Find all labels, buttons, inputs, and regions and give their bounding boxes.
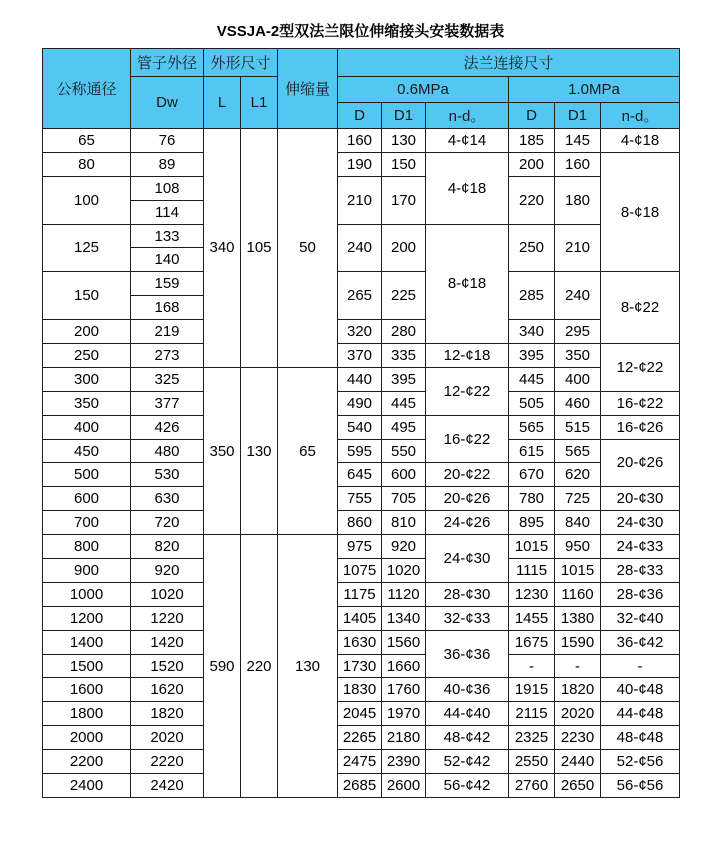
data-cell: 240 [338,224,382,272]
data-cell: 445 [509,367,555,391]
data-cell: 395 [382,367,426,391]
data-cell: 295 [555,320,601,344]
data-cell: 150 [43,272,131,320]
data-cell: 32-¢40 [601,606,680,630]
page-title: VSSJA-2型双法兰限位伸缩接头安装数据表 [216,23,505,40]
data-cell: 130 [241,367,278,534]
data-cell: 24-¢26 [426,511,509,535]
data-cell: 1405 [338,606,382,630]
page [0,24,721,798]
data-cell: 705 [382,487,426,511]
data-cell: 12-¢18 [426,344,509,368]
data-cell: 1455 [509,606,555,630]
data-cell: 2180 [382,726,426,750]
data-cell: 190 [338,152,382,176]
data-cell: 460 [555,391,601,415]
data-cell: 300 [43,367,131,391]
data-cell: 160 [555,152,601,176]
data-cell: 20-¢26 [426,487,509,511]
data-cell: 4-¢18 [601,129,680,153]
data-cell: 600 [43,487,131,511]
data-cell: 2325 [509,726,555,750]
data-cell: 2475 [338,750,382,774]
data-cell: 219 [131,320,204,344]
data-cell: 170 [382,176,426,224]
table-row [43,750,680,774]
data-cell: 350 [204,367,241,534]
data-cell: 168 [131,296,204,320]
data-cell: 550 [382,439,426,463]
table-row [43,511,680,535]
header-cell: 1.0MPa [509,77,680,103]
data-cell: 445 [382,391,426,415]
header-cell: 0.6MPa [338,77,509,103]
data-cell: 900 [43,559,131,583]
table-row [43,391,680,415]
data-cell: 2440 [555,750,601,774]
installation-data-table [42,48,680,798]
data-cell: 615 [509,439,555,463]
data-cell: 1620 [131,678,204,702]
data-cell: 2230 [555,726,601,750]
data-cell: 8-¢22 [601,272,680,344]
data-cell: 44-¢40 [426,702,509,726]
data-cell: 159 [131,272,204,296]
data-cell: 16-¢22 [601,391,680,415]
data-cell: 2000 [43,726,131,750]
data-cell: 2220 [131,750,204,774]
data-cell: 12-¢22 [426,367,509,415]
header-cell: L [204,77,241,129]
data-cell: 52-¢56 [601,750,680,774]
data-cell: 265 [338,272,382,320]
data-cell: 65 [278,367,338,534]
table-row [43,320,680,344]
table-row [43,654,680,678]
data-cell: 1380 [555,606,601,630]
data-cell: 1820 [131,702,204,726]
data-cell: 1115 [509,559,555,583]
data-cell: 1220 [131,606,204,630]
data-cell: 2600 [382,774,426,798]
data-cell: 2685 [338,774,382,798]
data-cell: 1500 [43,654,131,678]
data-cell: 185 [509,129,555,153]
data-cell: 130 [382,129,426,153]
data-cell: 280 [382,320,426,344]
data-cell: 1590 [555,630,601,654]
data-cell: 114 [131,200,204,224]
data-cell: 370 [338,344,382,368]
data-cell: 595 [338,439,382,463]
data-cell: - [555,654,601,678]
data-cell: 426 [131,415,204,439]
data-cell: 48-¢42 [426,726,509,750]
data-cell: 140 [131,248,204,272]
header-cell: 公称通径 [43,49,131,129]
data-cell: 130 [278,535,338,798]
data-cell: 2420 [131,774,204,798]
data-cell: 20-¢26 [601,439,680,487]
header-cell: Dw [131,77,204,129]
data-cell: 377 [131,391,204,415]
data-cell: 160 [338,129,382,153]
table-row [43,344,680,368]
data-cell: 335 [382,344,426,368]
data-cell: 105 [241,129,278,368]
data-cell: 860 [338,511,382,535]
table-row [43,367,680,391]
table-row [43,487,680,511]
header-cell: n-d。 [601,103,680,129]
data-cell: 200 [382,224,426,272]
data-cell: 273 [131,344,204,368]
data-cell: 2265 [338,726,382,750]
data-cell: 100 [43,176,131,224]
data-cell: 565 [555,439,601,463]
table-row [43,535,680,559]
table-row [43,224,680,248]
data-cell: 240 [555,272,601,320]
data-cell: 530 [131,463,204,487]
data-cell: 2400 [43,774,131,798]
table-row [43,439,680,463]
data-cell: 1120 [382,582,426,606]
table-row [43,272,680,296]
data-cell: 4-¢14 [426,129,509,153]
data-cell: 325 [131,367,204,391]
data-cell: 12-¢22 [601,344,680,392]
header-cell: D [509,103,555,129]
data-cell: 720 [131,511,204,535]
data-cell: 540 [338,415,382,439]
data-cell: - [509,654,555,678]
header-cell: 外形尺寸 [204,49,278,77]
data-cell: 56-¢42 [426,774,509,798]
data-cell: 2390 [382,750,426,774]
data-cell: 450 [43,439,131,463]
header-cell: D1 [555,103,601,129]
data-cell: 515 [555,415,601,439]
table-row [43,678,680,702]
table-row [43,606,680,630]
data-cell: 220 [509,176,555,224]
data-cell: 1020 [131,582,204,606]
data-cell: 28-¢33 [601,559,680,583]
data-cell: 670 [509,463,555,487]
data-cell: 50 [278,129,338,368]
data-cell: 2020 [555,702,601,726]
data-cell: 210 [338,176,382,224]
header-cell: D1 [382,103,426,129]
data-cell: 24-¢30 [426,535,509,583]
data-cell: 16-¢26 [601,415,680,439]
data-cell: 1730 [338,654,382,678]
data-cell: 36-¢42 [601,630,680,654]
data-cell: 1660 [382,654,426,678]
data-cell: 2650 [555,774,601,798]
data-cell: 220 [241,535,278,798]
header-cell: 伸缩量 [278,49,338,129]
data-cell: 820 [131,535,204,559]
data-cell: 1560 [382,630,426,654]
data-cell: 565 [509,415,555,439]
data-cell: 1520 [131,654,204,678]
data-cell: 1230 [509,582,555,606]
table-header [43,49,680,129]
data-cell: 725 [555,487,601,511]
data-cell: 40-¢36 [426,678,509,702]
data-cell: 1175 [338,582,382,606]
data-cell: 590 [204,535,241,798]
data-cell: 4-¢18 [426,152,509,224]
data-cell: 36-¢36 [426,630,509,678]
data-cell: 1420 [131,630,204,654]
data-cell: 24-¢30 [601,511,680,535]
data-cell: 1015 [509,535,555,559]
data-cell: 320 [338,320,382,344]
header-cell: 管子外径 [131,49,204,77]
data-cell: 920 [131,559,204,583]
table-row [43,582,680,606]
data-cell: 1160 [555,582,601,606]
data-cell: 400 [43,415,131,439]
data-cell: 125 [43,224,131,272]
table-body [43,129,680,798]
header-cell: D [338,103,382,129]
data-cell: 285 [509,272,555,320]
data-cell: 145 [555,129,601,153]
data-cell: 1830 [338,678,382,702]
data-cell: 180 [555,176,601,224]
data-cell: 2045 [338,702,382,726]
data-cell: - [601,654,680,678]
header-cell: n-d。 [426,103,509,129]
header-cell: 法兰连接尺寸 [338,49,680,77]
table-row [43,176,680,200]
table-row [43,463,680,487]
data-cell: 48-¢48 [601,726,680,750]
data-cell: 840 [555,511,601,535]
table-row [43,152,680,176]
data-cell: 505 [509,391,555,415]
table-row [43,49,680,77]
data-cell: 895 [509,511,555,535]
table-row [43,559,680,583]
header-cell: L1 [241,77,278,129]
data-cell: 52-¢42 [426,750,509,774]
data-cell: 44-¢48 [601,702,680,726]
data-cell: 24-¢33 [601,535,680,559]
data-cell: 620 [555,463,601,487]
data-cell: 2115 [509,702,555,726]
data-cell: 755 [338,487,382,511]
data-cell: 28-¢36 [601,582,680,606]
data-cell: 500 [43,463,131,487]
data-cell: 1630 [338,630,382,654]
table-row [43,726,680,750]
data-cell: 1200 [43,606,131,630]
data-cell: 1400 [43,630,131,654]
data-cell: 1820 [555,678,601,702]
data-cell: 1020 [382,559,426,583]
data-cell: 630 [131,487,204,511]
table-row [43,77,680,103]
data-cell: 600 [382,463,426,487]
data-cell: 76 [131,129,204,153]
data-cell: 89 [131,152,204,176]
data-cell: 495 [382,415,426,439]
data-cell: 250 [509,224,555,272]
data-cell: 395 [509,344,555,368]
data-cell: 56-¢56 [601,774,680,798]
data-cell: 40-¢48 [601,678,680,702]
data-cell: 108 [131,176,204,200]
table-row [43,630,680,654]
data-cell: 350 [43,391,131,415]
data-cell: 340 [509,320,555,344]
data-cell: 65 [43,129,131,153]
data-cell: 16-¢22 [426,415,509,463]
data-cell: 200 [43,320,131,344]
data-cell: 1970 [382,702,426,726]
data-cell: 8-¢18 [601,152,680,271]
data-cell: 490 [338,391,382,415]
data-cell: 1760 [382,678,426,702]
table-row [43,702,680,726]
data-cell: 225 [382,272,426,320]
table-row [43,774,680,798]
data-cell: 440 [338,367,382,391]
data-cell: 2760 [509,774,555,798]
data-cell: 780 [509,487,555,511]
data-cell: 700 [43,511,131,535]
data-cell: 2200 [43,750,131,774]
table-row [43,415,680,439]
data-cell: 920 [382,535,426,559]
data-cell: 2020 [131,726,204,750]
data-cell: 200 [509,152,555,176]
data-cell: 480 [131,439,204,463]
data-cell: 1015 [555,559,601,583]
data-cell: 8-¢18 [426,224,509,343]
data-cell: 1600 [43,678,131,702]
data-cell: 20-¢22 [426,463,509,487]
data-cell: 250 [43,344,131,368]
data-cell: 1915 [509,678,555,702]
data-cell: 150 [382,152,426,176]
data-cell: 20-¢30 [601,487,680,511]
data-cell: 32-¢33 [426,606,509,630]
data-cell: 2550 [509,750,555,774]
data-cell: 80 [43,152,131,176]
data-cell: 810 [382,511,426,535]
data-cell: 210 [555,224,601,272]
data-cell: 800 [43,535,131,559]
data-cell: 340 [204,129,241,368]
data-cell: 133 [131,224,204,248]
data-cell: 975 [338,535,382,559]
table-row [43,129,680,153]
data-cell: 400 [555,367,601,391]
data-cell: 950 [555,535,601,559]
data-cell: 1340 [382,606,426,630]
data-cell: 1675 [509,630,555,654]
data-cell: 1075 [338,559,382,583]
data-cell: 1000 [43,582,131,606]
data-cell: 350 [555,344,601,368]
data-cell: 645 [338,463,382,487]
data-cell: 28-¢30 [426,582,509,606]
data-cell: 1800 [43,702,131,726]
